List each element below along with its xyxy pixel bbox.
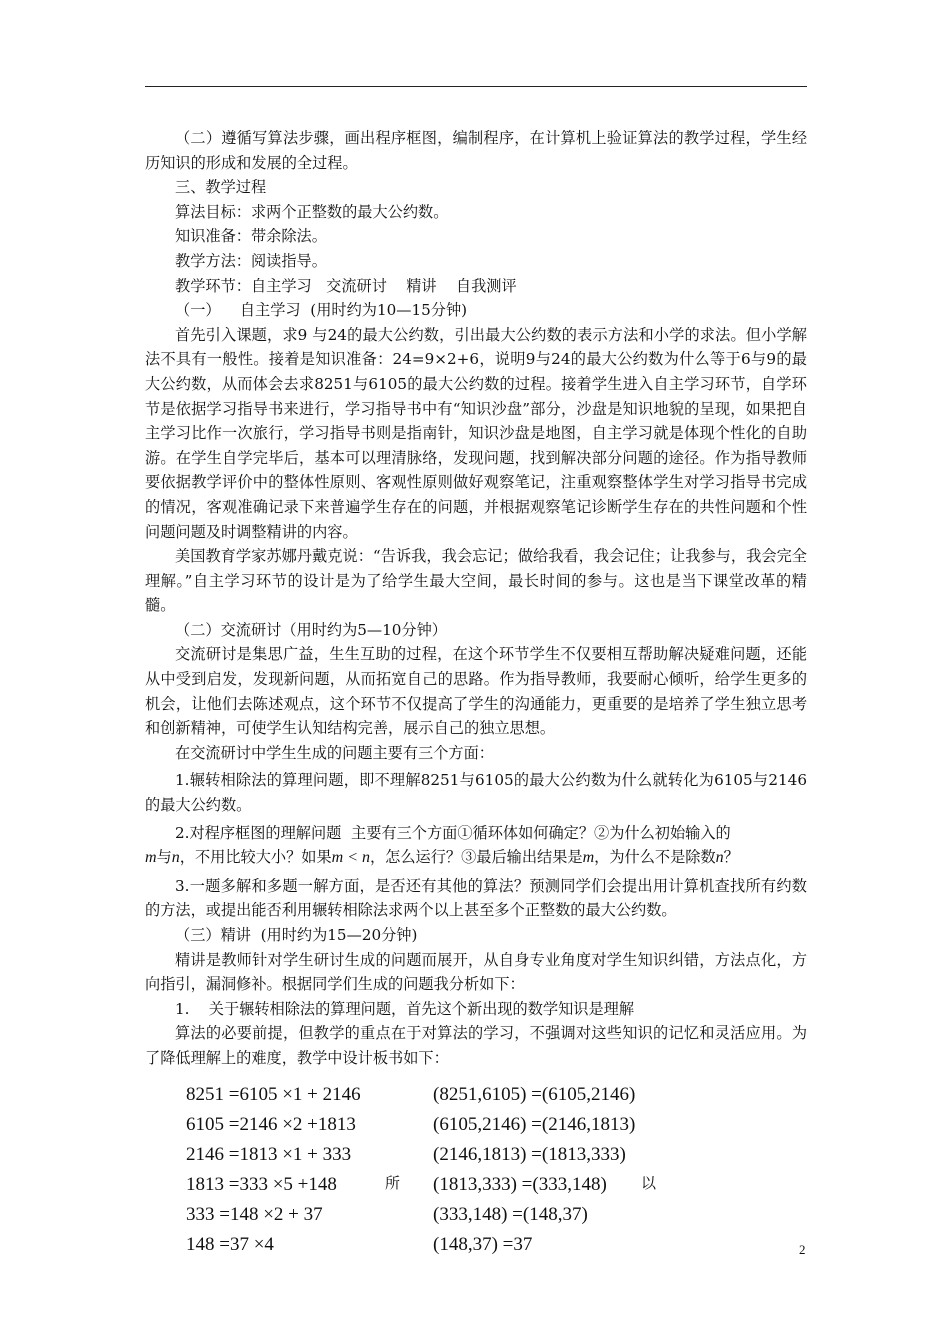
equation: 6105 =2146 ×2 +1813 bbox=[186, 1114, 356, 1135]
word-yi: 以 bbox=[641, 1174, 657, 1192]
paragraph: 首先引入课题，求9 与24的最大公约数，引出最大公约数的表示方法和小学的求法。但小学解法不具有一般性。接着是知识准备：24=9×2+6，说明9与24的最大公约数为什么等于6与9的最大公约数，从而体会去求8251与6105的最大公约数的过程。接着学生进入自主学习环节，自学环节是依据学习指导书来进行，学习指导书中有“知识沙盘”部分，沙盘是知识地貌的呈现，如果把自主学习比作一次旅行，学习指导书则是指南针，知识沙盘是地图，自主学习就是体现个性化的自助游。在学生自学完毕后，基本可以理清脉络，发现问题，找到解决部分问题的途径。作为指导教师要依据教学评价中的整体性原则、客观性原则做好观察笔记，注重观察整体学生对学习指导书完成的情况，客观准确记录下来普遍学生存在的问题，并根据观察笔记诊断学生存在的共性问题和个性问题问题及时调整精讲的内容。 bbox=[145, 325, 807, 541]
paragraph: 精讲是教师针对学生研讨生成的问题而展开，从自身专业角度对学生知识纠错，方法点化，方向指引，漏洞修补。根据同学们生成的问题我分析如下： bbox=[145, 950, 807, 994]
equations-left bbox=[186, 1080, 361, 1260]
text-run: ，不用比较大小？如果 bbox=[179, 848, 332, 867]
paragraph: 算法目标：求两个正整数的最大公约数。 bbox=[175, 202, 449, 221]
math-m: m bbox=[582, 849, 595, 867]
body-text bbox=[145, 126, 807, 1071]
text-run: ，怎么运行？③最后输出结果是 bbox=[369, 848, 583, 867]
math-m: m bbox=[145, 849, 157, 867]
equation: 1813 =333 ×5 +148 bbox=[186, 1174, 337, 1195]
text-run: ？ bbox=[723, 848, 739, 867]
list-item: 2.对程序框图的理解问题 主要有三个方面①循环体如何确定？②为什么初始输入的 bbox=[175, 823, 731, 842]
equation: 148 =37 ×4 bbox=[186, 1234, 274, 1255]
math-n: n bbox=[715, 849, 724, 867]
math-n: n bbox=[171, 849, 180, 867]
paragraph: （二）遵循写算法步骤，画出程序框图，编制程序，在计算机上验证算法的教学过程，学生经历知识的形成和发展的全过程。 bbox=[145, 129, 807, 172]
equation: 8251 =6105 ×1 + 2146 bbox=[186, 1084, 361, 1105]
list-item: 3.一题多解和多题一解方面，是否还有其他的算法？预测同学们会提出用计算机查找所有约数的方法，或提出能否利用辗转相除法求两个以上甚至多个正整数的最大公约数。 bbox=[145, 876, 807, 920]
list-item-continuation bbox=[145, 845, 807, 871]
subsection-heading: （三）精讲 (用时约为15—20分钟) bbox=[175, 926, 418, 944]
list-item: 1. 关于辗转相除法的算理问题，首先这个新出现的数学知识是理解 bbox=[175, 999, 635, 1018]
paragraph: 教学环节：自主学习 交流研讨 精讲 自我测评 bbox=[175, 276, 517, 295]
paragraph: 知识准备：带余除法。 bbox=[175, 227, 327, 246]
list-item: 1.辗转相除法的算理问题，即不理解8251与6105的最大公约数为什么就转化为6105与2146的最大公约数。 bbox=[145, 771, 807, 815]
text-run: ，为什么不是除数 bbox=[594, 848, 716, 867]
section-heading: 三、教学过程 bbox=[175, 178, 267, 197]
math-m: m bbox=[331, 849, 344, 867]
paragraph: 在交流研讨中学生生成的问题主要有三个方面： bbox=[175, 743, 494, 762]
paragraph: 算法的必要前提，但教学的重点在于对算法的学习，不强调对这些知识的记忆和灵活应用。为了降低理解上的难度，教学中设计板书如下： bbox=[145, 1024, 807, 1067]
equation: (333,148) =(148,37) bbox=[433, 1204, 588, 1225]
equation: 333 =148 ×2 + 37 bbox=[186, 1204, 323, 1225]
header-rule bbox=[145, 86, 807, 87]
page-number: 2 bbox=[799, 1242, 806, 1257]
paragraph: 教学方法：阅读指导。 bbox=[175, 251, 327, 270]
equation: (1813,333) =(333,148) bbox=[433, 1174, 607, 1195]
paragraph: 交流研讨是集思广益，生生互助的过程，在这个环节学生不仅要相互帮助解决疑难问题，还能从中受到启发，发现新问题，从而拓宽自己的思路。作为指导教师，我要耐心倾听，给学生更多的机会，让他们去陈述观点，这个环节不仅提高了学生的沟通能力，更重要的是培养了学生独立思考和创新精神，可使学生认知结构完善，展示自己的独立思想。 bbox=[145, 645, 807, 738]
math-n: n bbox=[361, 849, 370, 867]
subsection-heading: （一） 自主学习 (用时约为10—15分钟) bbox=[175, 301, 468, 320]
equation: 2146 =1813 ×1 + 333 bbox=[186, 1144, 352, 1165]
math-less-than: < bbox=[343, 849, 362, 867]
equation: (8251,6105) =(6105,2146) bbox=[433, 1084, 636, 1105]
equation: (2146,1813) =(1813,333) bbox=[433, 1144, 626, 1165]
equation: (148,37) =37 bbox=[433, 1234, 533, 1255]
text-run: 与 bbox=[156, 848, 172, 867]
equation: (6105,2146) =(2146,1813) bbox=[433, 1114, 636, 1135]
paragraph: 美国教育学家苏娜丹戴克说：“告诉我，我会忘记；做给我看，我会记住；让我参与，我会完全理解。”自主学习环节的设计是为了给学生最大空间，最长时间的参与。这也是当下课堂改革的精髓。 bbox=[145, 547, 807, 615]
subsection-heading: （二）交流研讨（用时约为5—10分钟） bbox=[175, 620, 447, 639]
equations-right bbox=[433, 1080, 651, 1260]
word-suo: 所 bbox=[385, 1174, 401, 1192]
